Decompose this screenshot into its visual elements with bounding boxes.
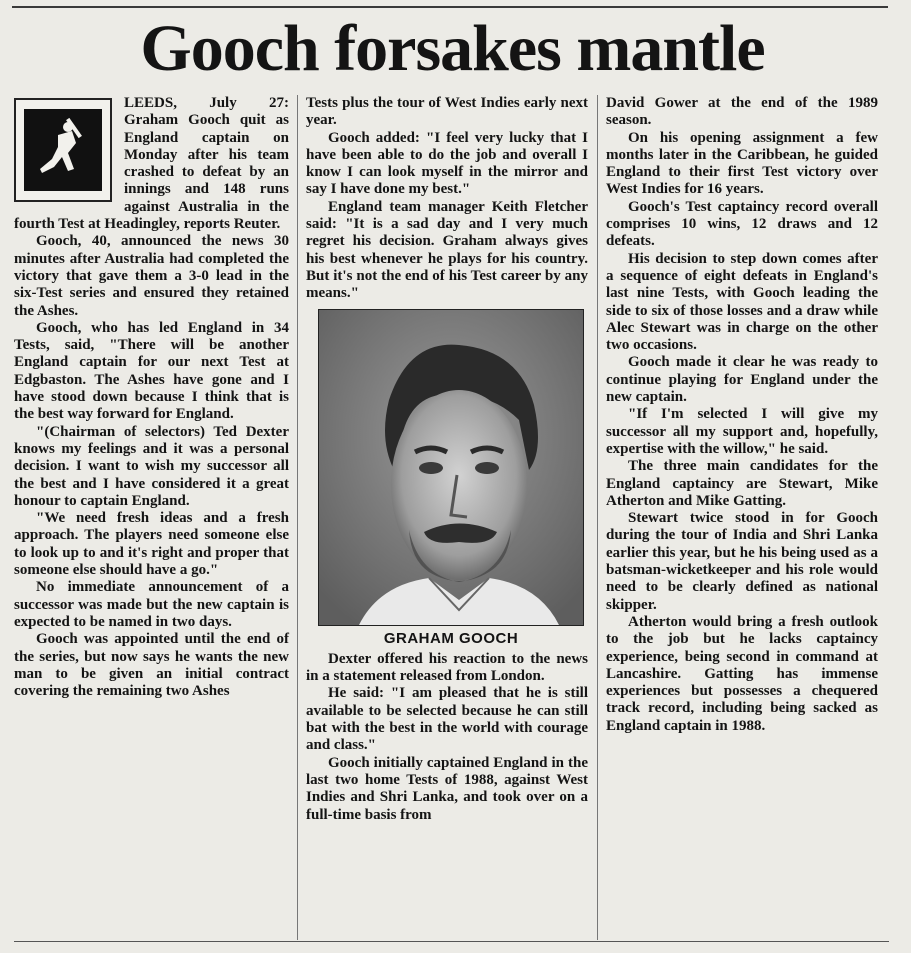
paragraph: Gooch was appointed until the end of the series, but now says he wants the new man to be given an initial contract covering the remaining two Ashes: [14, 631, 289, 700]
column-divider: [297, 95, 298, 940]
paragraph: England team manager Keith Fletcher said: "It is a sad day and I very much regret his decision. Graham always gives his best whenever he plays for his country. But it's not the end of his Test career by any means.": [306, 198, 588, 302]
paragraph: Atherton would bring a fresh outlook to the job but he lacks captaincy experience, being second in command at Lancashire. Gatting has immense experiences but possesses a chequered track record, including being sacked as England captain in 1988.: [606, 613, 878, 734]
paragraph: Tests plus the tour of West Indies early next year.: [306, 95, 588, 129]
paragraph: No immediate announcement of a successor was made but the new captain is expected to be named in two days.: [14, 579, 289, 630]
paragraph: Gooch made it clear he was ready to continue playing for England under the new captain.: [606, 354, 878, 406]
paragraph: Stewart twice stood in for Gooch during the tour of India and Shri Lanka earlier this year, but he his being used as a batsman-wicketkeeper and his role would need to be clearly defined as national skipper.: [606, 510, 878, 613]
paragraph: Gooch added: "I feel very lucky that I have been able to do the job and overall I know I can look myself in the mirror and say I have done my best.": [306, 129, 588, 198]
paragraph: Dexter offered his reaction to the news in a statement released from London.: [306, 650, 588, 685]
top-rule: [12, 6, 888, 8]
portrait-photo: [318, 309, 584, 647]
paragraph: LEEDS, July 27: Graham Gooch quit as England captain on Monday after his team crashed to defeat by an innings and 148 runs against Australia in the fourth Test at Headingley, reports Reuter.: [14, 95, 289, 233]
paragraph: Gooch's Test captaincy record overall comprises 10 wins, 12 draws and 12 defeats.: [606, 198, 878, 250]
photo-caption: GRAHAM GOOCH: [383, 629, 519, 647]
paragraph: Gooch, 40, announced the news 30 minutes after Australia had completed the victory that gave them a 3-0 lead in the six-Test series and ensured they retained the Ashes.: [14, 233, 289, 319]
paragraph: "We need fresh ideas and a fresh approach. The players need someone else to look up to and it's right and proper that someone else should have a go.": [14, 510, 289, 579]
column-3: [606, 95, 878, 735]
column-2: [306, 95, 588, 824]
paragraph: Gooch initially captained England in the last two home Tests of 1988, against West Indies and Shri Lanka, and took over on a full-time basis from: [306, 754, 588, 823]
paragraph: The three main candidates for the England captaincy are Stewart, Mike Atherton and Mike Gatting.: [606, 458, 878, 509]
paragraph: Gooch, who has led England in 34 Tests, said, "There will be another England captain for our next Test at Edgbaston. The Ashes have gone and I have stood down because I think that is the best way forward for England.: [14, 319, 289, 423]
portrait-image: [318, 309, 584, 626]
column-1: [14, 95, 289, 700]
paragraph: He said: "I am pleased that he is still available to be selected because he can still bat with the best in the world with courage and class.": [306, 685, 588, 754]
paragraph: David Gower at the end of the 1989 season.: [606, 95, 878, 129]
cricket-batsman-icon: [14, 98, 112, 202]
headline: Gooch forsakes mantle: [140, 12, 765, 85]
paragraph: On his opening assignment a few months later in the Caribbean, he guided England to their first Test victory over West Indies for 16 years.: [606, 129, 878, 198]
paragraph: "If I'm selected I will give my successor all my support and, hopefully, expertise with the willow," he said.: [606, 406, 878, 457]
bottom-rule: [14, 941, 889, 942]
paragraph: His decision to step down comes after a sequence of eight defeats in England's last nine Tests, with Gooch leading the side to six of those losses and a draw while Alec Stewart was in charge on the other two occasions.: [606, 250, 878, 354]
paragraph: "(Chairman of selectors) Ted Dexter knows my feelings and it was a personal decision. I want to wish my successor all the best and I have considered it a great honour to captain England.: [14, 423, 289, 509]
column-divider: [597, 95, 598, 940]
